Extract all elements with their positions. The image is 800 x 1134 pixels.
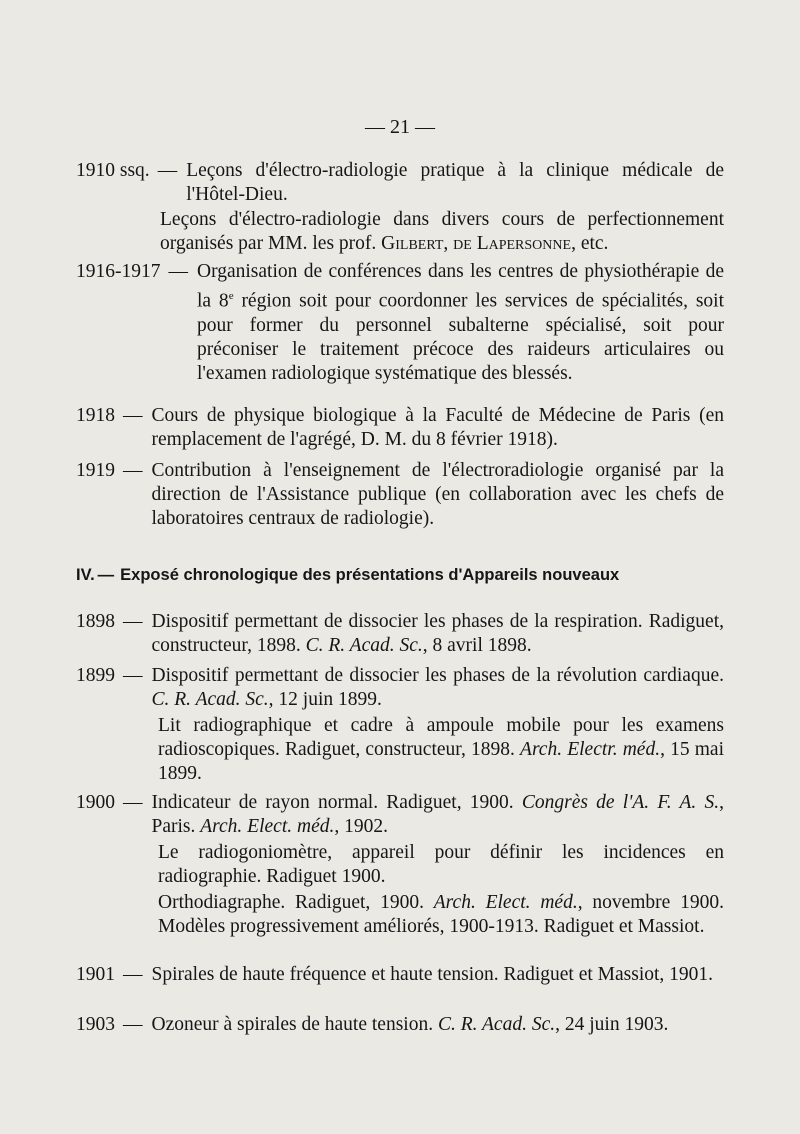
entry-dash: — [123,611,143,632]
entry-dash: — [123,665,143,686]
journal-reference: C. R. Acad. Sc. [437,1014,556,1035]
entry-1916-1917 [76,260,724,386]
page-number: — 21 — [365,116,435,138]
entry-year: 1901 [76,964,115,985]
entry-year: 1900 [76,792,115,813]
entry-subparagraph: Le radiogoniomètre, appareil pour définir les incidences en radiographie. Radiguet 1900. [158,842,724,887]
entry-text: Spirales de haute fréquence et haute tension. Radiguet et Massiot, 1901. [151,964,714,985]
entry-1899 [76,664,724,786]
entry-text: Indicateur de rayon normal. Radiguet, 1900. Congrès de l'A. F. A. S., Paris. Arch. Elect. méd., 1902. [151,792,725,837]
entry-subparagraph: Lit radiographique et cadre à ampoule mobile pour les examens radioscopiques. Radiguet, constructeur, 1898. Arch. Electr. méd., 15 mai 1899. [158,715,724,784]
journal-reference: Arch. Electr. méd. [520,739,661,760]
entry-text: Contribution à l'enseignement de l'électroradiologie organisé par la direction de l'Assistance publique (en collaboration avec les chefs de laboratoires centraux de radiologie). [151,460,724,529]
entry-year: 1919 [76,460,115,481]
entry-1900 [76,791,724,939]
journal-reference: C. R. Acad. Sc. [305,635,423,656]
entry-year: 1918 [76,405,115,426]
author-name: de Lapersonne [453,233,572,254]
journal-reference: Arch. Elect. méd. [200,816,335,837]
entry-year: 1903 [76,1014,115,1035]
journal-reference: Congrès de l'A. F. A. S. [521,792,720,813]
entry-text: Ozoneur à spirales de haute tension. C. R. Acad. Sc., 24 juin 1903. [151,1014,669,1035]
entry-1918 [76,404,724,452]
entry-year: 1910 ssq. [76,160,150,181]
entry-1919 [76,459,724,531]
journal-reference: C. R. Acad. Sc. [151,689,269,710]
entry-year: 1898 [76,611,115,632]
entry-1910 [76,159,724,256]
entry-year: 1899 [76,665,115,686]
author-name: Gilbert [381,233,444,254]
section-heading: IV. — Exposé chronologique des présentations d'Appareils nouveaux [76,566,620,584]
entry-dash: — [168,261,188,282]
entry-dash: — [157,160,178,181]
section-title: Exposé chronologique des présentations d'Appareils nouveaux [120,566,620,584]
entry-dash: — [123,405,143,426]
journal-reference: Arch. Elect. méd. [433,892,578,913]
entry-1901 [76,963,724,987]
section-numeral: IV. [76,566,95,584]
entry-year: 1916-1917 [76,261,161,282]
entry-dash: — [123,792,143,813]
entry-subparagraph: Leçons d'électro-radiologie dans divers cours de perfectionnement organisés par MM. les prof. Gilbert, de Lapersonne, etc. [160,209,724,254]
entry-dash: — [123,964,143,985]
entry-1898 [76,610,724,658]
entry-text: Dispositif permettant de dissocier les phases de la révolution cardiaque. C. R. Acad. Sc., 12 juin 1899. [151,665,724,710]
entry-text: Organisation de conférences dans les centres de physiothérapie de la 8e région soit pour coordonner les services de spécialités, soit pour former du personnel subalterne spécialisé, soit pour préconiser le traitement précoce des raideurs articulaires ou l'examen radiologique systématique des blessés. [197,261,724,384]
entry-text: Dispositif permettant de dissocier les phases de la respiration. Radiguet, constructeur, 1898. C. R. Acad. Sc., 8 avril 1898. [151,611,724,656]
entry-subparagraph: Orthodiagraphe. Radiguet, 1900. Arch. Elect. méd., novembre 1900. Modèles progressivement améliorés, 1900-1913. Radiguet et Massiot. [158,892,724,937]
entry-text: Cours de physique biologique à la Faculté de Médecine de Paris (en remplacement de l'agrégé, D. M. du 8 février 1918). [151,405,724,450]
entry-1903 [76,1013,724,1037]
entry-text: Leçons d'électro-radiologie pratique à la clinique médicale de l'Hôtel-Dieu. [186,160,724,205]
entry-dash: — [123,460,143,481]
entry-dash: — [123,1014,143,1035]
